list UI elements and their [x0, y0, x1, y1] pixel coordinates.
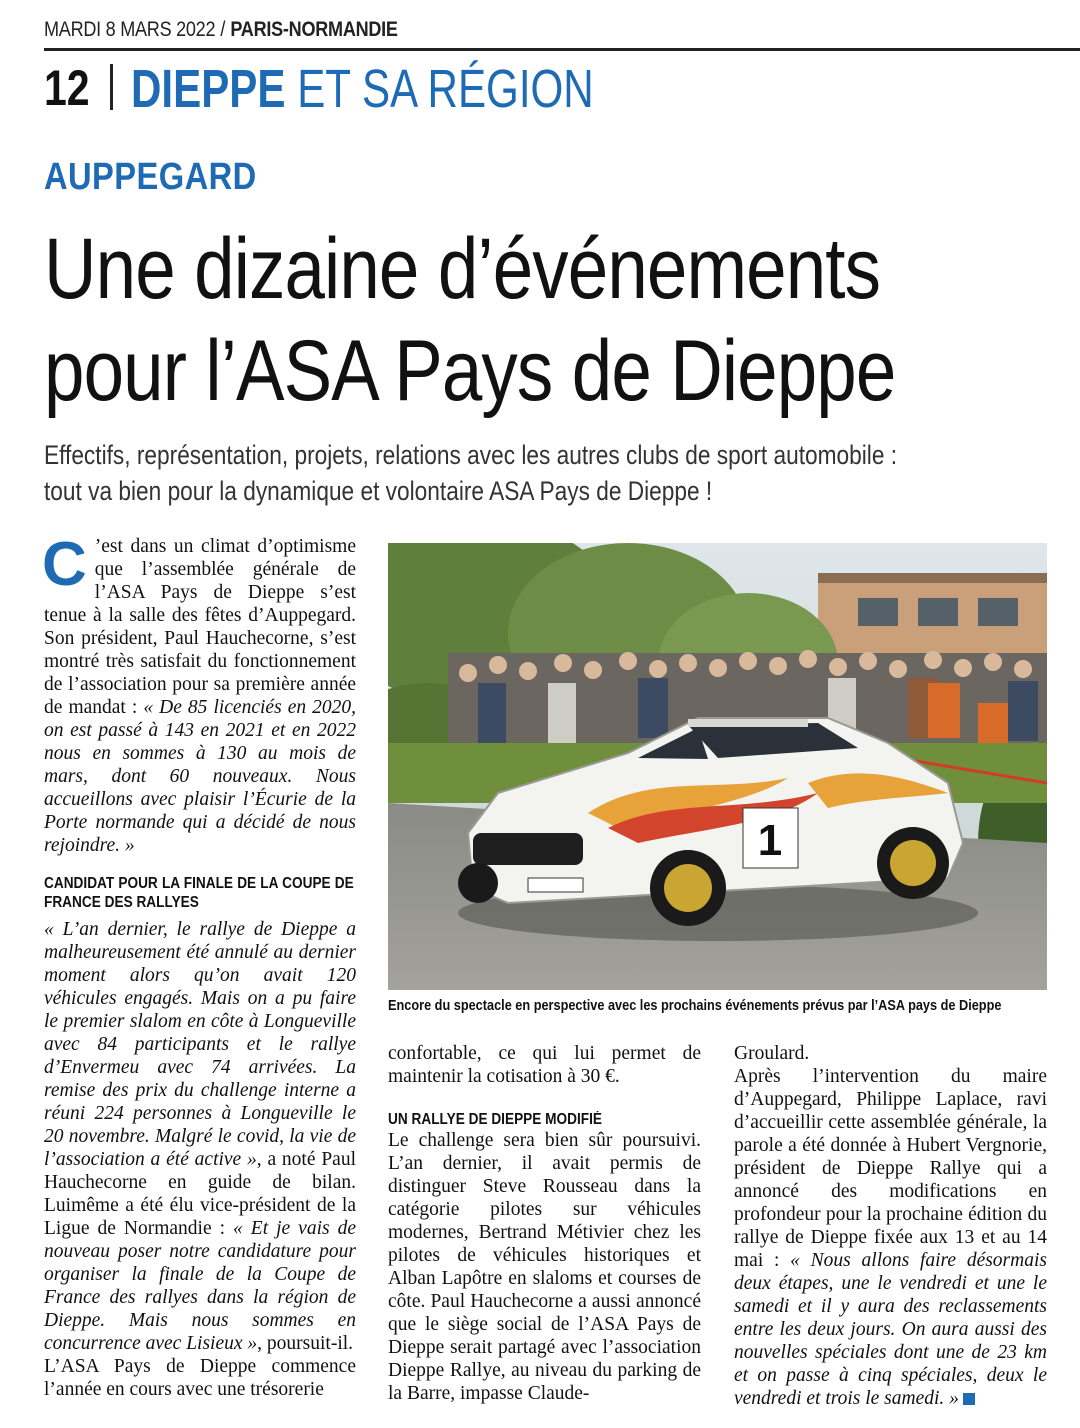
standfirst-line-2: tout va bien pour la dynamique et volontaire ASA Pays de Dieppe ! — [44, 476, 713, 506]
rallye-quote: « Nous allons faire désormais deux étapes, une le vendredi et une le samedi et il y aura des reclassements entre les deux jours. On aura aussi des nouvelles spéciales dont une de 23 km et on passe à cinq spéciales, deux le vendredi et trois le samedi. » — [734, 1250, 1047, 1409]
paragraph-challenge: Le challenge sera bien sûr poursuivi. L’an dernier, il avait permis de distinguer Steve Rousseau dans la catégorie pilotes sur véhicules modernes, Bertrand Métivier chez les pilotes de véhicules historiques et Alban Lapôtre en slaloms et courses de côte. Paul Hauchecorne a aussi annoncé que le siège social de l’ASA Pays de Dieppe serait partagé avec l’association Dieppe Rallye, au niveau du parking de la Barre, impasse Claude- — [388, 1130, 701, 1404]
paragraph-tresorerie: L’ASA Pays de Dieppe commence l’année en cours avec une trésorerie — [44, 1356, 356, 1400]
header-rule — [44, 48, 1080, 51]
section-title — [131, 58, 594, 120]
intro-quote: « De 85 licenciés en 2020, on est passé à 143 en 2021 et en 2022 nous en sommes à 130 au mois de mars, dont 60 nouveaux. Nous accueillons avec plaisir l’Écurie de la Porte normande qui a décidé de nous rejoindre. » — [44, 697, 357, 856]
rally-car-illustration — [388, 543, 1047, 990]
article-kicker: AUPPEGARD — [44, 156, 257, 198]
headline-line-2: pour l’ASA Pays de Dieppe — [44, 323, 896, 419]
car-number: 1 — [757, 816, 783, 865]
section-title-light: ET SA RÉGION — [297, 59, 594, 119]
subheading-rallye-modifie: UN RALLYE DE DIEPPE MODIFIÉ — [388, 1111, 602, 1128]
bilan-quote: « L’an dernier, le rallye de Dieppe a malheureusement été annulé au dernier moment alors qu’on avait 120 véhicules engagés. Mais on a pu faire le premier slalom en côte à Longueville avec 84 participants et le rallye d’Envermeu avec 74 arrivées. La remise des prix du challenge interne a réuni 224 personnes à Longueville le 20 novembre. Malgré le covid, la vie de l’association a été active » — [44, 919, 356, 1170]
paragraph-intro — [42, 530, 357, 857]
article-column-1 — [42, 530, 357, 857]
article-column-1-continued — [44, 874, 356, 1401]
article-column-2 — [388, 1042, 701, 1405]
rally-car-photo — [388, 543, 1047, 990]
intro-text: ’est dans un climat d’optimisme que l’assemblée générale de l’ASA Pays de Dieppe s’est tenue à la salle des fêtes d’Auppegard. Son président, Paul Hauchecorne, s’est montré très satisfait du fonctionnement de l’association pour sa première année de mandat : — [44, 536, 356, 718]
bilan-text: , a noté Paul Hauchecorne en guide de bilan. Luimême a été élu vice-président de la Ligue de Normandie : — [44, 1149, 356, 1239]
end-of-article-square — [963, 1393, 975, 1405]
paragraph-tresorerie-continued: confortable, ce qui lui permet de maintenir la cotisation à 30 €. — [388, 1043, 701, 1087]
standfirst-line-1: Effectifs, représentation, projets, relations avec les autres clubs de sport automobile : — [44, 440, 898, 470]
bilan-end: , poursuit-il. — [257, 1333, 354, 1354]
rallye-text: Après l’intervention du maire d’Auppegard, Philippe Laplace, ravi d’accueillir cette assemblée générale, la parole a été donnée à Hubert Vergnorie, président de Dieppe Rallye qui a annoncé des modifications en profondeur pour la prochaine édition du rallye de Dieppe fixée aux 13 et au 14 mai : — [734, 1066, 1047, 1271]
subheading-coupe-de-france: CANDIDAT POUR LA FINALE DE LA COUPE DE FRANCE DES RALLYES — [44, 875, 354, 911]
paragraph-challenge-continued: Groulard. — [734, 1043, 810, 1064]
page-number: 12 — [44, 60, 90, 116]
candidature-quote: « Et je vais de nouveau poser notre candidature pour organiser la finale de la Coupe de France des rallyes dans la région de Dieppe. Mais nous sommes en concurrence avec Lisieux » — [44, 1218, 356, 1354]
article-headline — [44, 218, 1058, 422]
dateline — [44, 18, 938, 48]
issue-date: MARDI 8 MARS 2022 — [44, 18, 216, 41]
paragraph-bilan — [44, 918, 356, 1355]
paragraph-rallye-dieppe — [734, 1065, 1047, 1410]
article-column-3 — [734, 1042, 1047, 1410]
page-number-divider — [110, 64, 113, 110]
section-title-bold: DIEPPE — [131, 59, 286, 119]
dateline-separator: / — [220, 18, 226, 41]
newspaper-name: PARIS-NORMANDIE — [230, 18, 398, 41]
article-standfirst — [44, 437, 1035, 509]
headline-line-1: Une dizaine d’événements — [44, 221, 881, 317]
photo-caption: Encore du spectacle en perspective avec les prochains événements prévus par l’ASA pays de Dieppe — [388, 998, 1002, 1014]
drop-cap: C — [42, 530, 87, 599]
